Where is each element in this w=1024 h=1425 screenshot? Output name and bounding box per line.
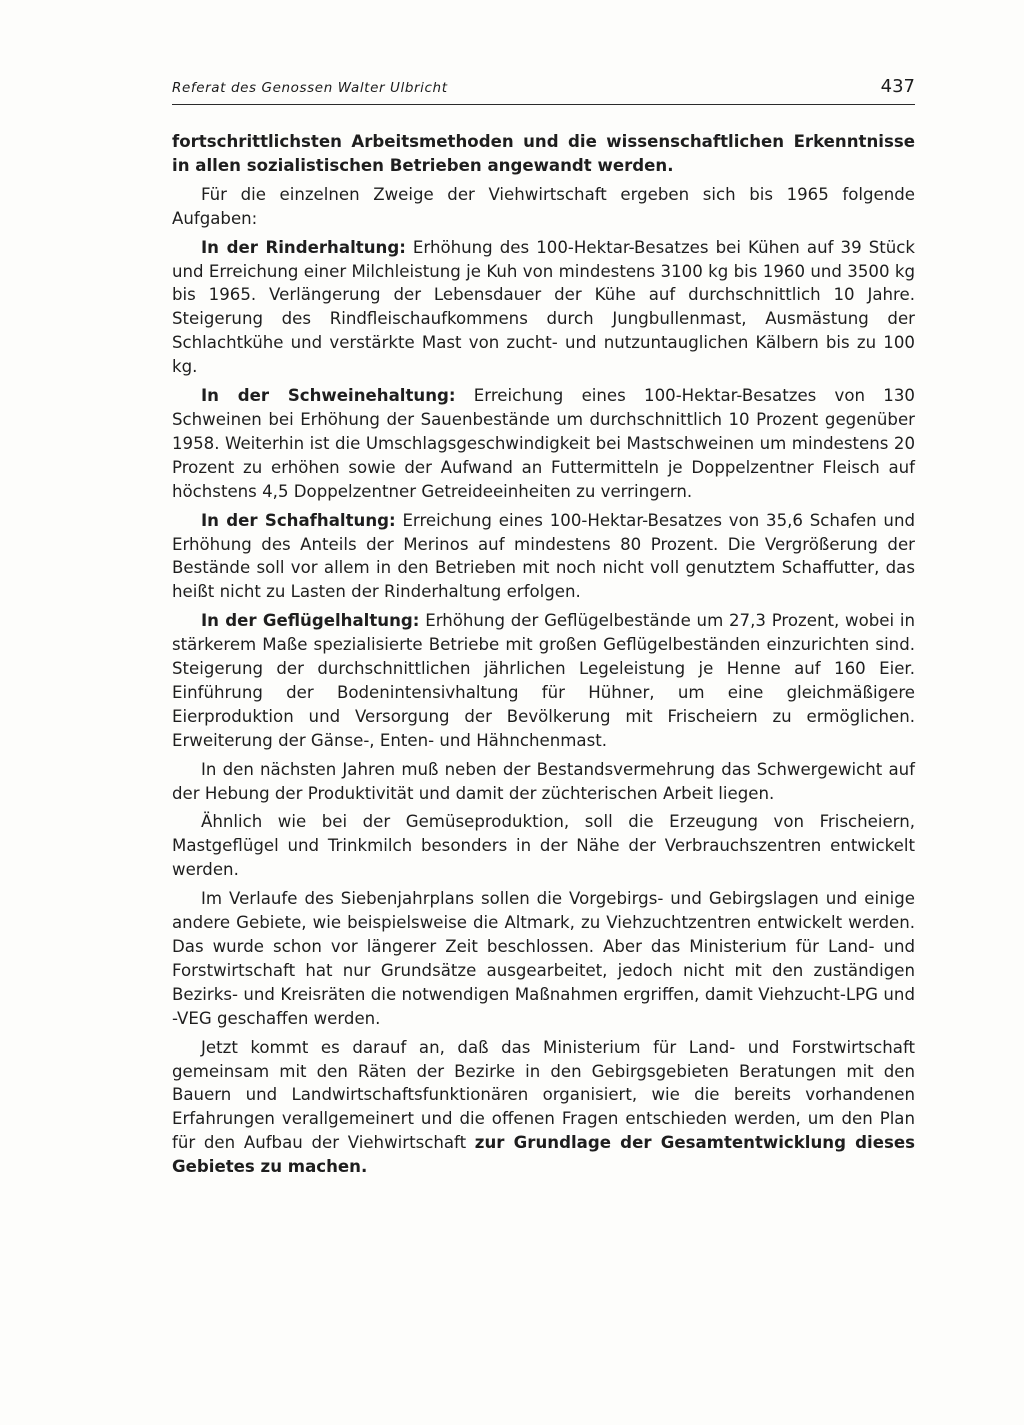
- paragraph-text: Jetzt kommt es darauf an, daß das Ministerium für Land- und Forstwirtschaft gemeinsam mit den Räten der Bezirke in den Gebirgsgebieten Beratungen mit den Bauern und Landwirtschaftsfunktionären organisiert, wie die bereits vorhandenen Erfahrungen verallgemeinert und die offenen Fragen entschieden werden, um den Plan für den Aufbau der Viehwirtschaft: [172, 1037, 915, 1153]
- paragraph-text: Im Verlaufe des Siebenjahrplans sollen die Vorgebirgs- und Gebirgslagen und einige andere Gebiete, wie beispielsweise die Altmark, zu Viehzuchtzentren entwickelt werden. Das wurde schon vor längerer Zeit beschlossen. Aber das Ministerium für Land- und Forstwirtschaft hat nur Grundsätze ausgearbeitet, jedoch nicht mit den zuständigen Bezirks- und Kreisräten die notwendigen Maßnahmen ergriffen, damit Viehzucht-LPG und -VEG geschaffen werden.: [172, 889, 915, 1028]
- paragraph-sheep: [172, 509, 915, 605]
- running-head: Referat des Genossen Walter Ulbricht: [172, 80, 448, 96]
- paragraph-productivity: [172, 758, 915, 806]
- paragraph-poultry: [172, 609, 915, 752]
- paragraph-tasks-intro: [172, 183, 915, 231]
- body-text: [172, 130, 915, 1184]
- paragraph-closing-bold: zur Grundlage der Gesamtentwicklung dieses Gebietes zu machen.: [172, 1133, 915, 1177]
- paragraph-heading: In der Geflügelhaltung:: [201, 611, 420, 631]
- paragraph-cattle: [172, 236, 915, 379]
- paragraph-text: fortschrittlichsten Arbeitsmethoden und die wissenschaftlichen Erkenntnisse in allen sozialistischen Betrieben angewandt werden.: [172, 132, 915, 175]
- paragraph-continuation: [172, 130, 915, 178]
- paragraph-consumption-centers: [172, 810, 915, 882]
- page-header: [172, 76, 915, 105]
- paragraph-seven-year-plan: [172, 887, 915, 1030]
- paragraph-text: Für die einzelnen Zweige der Viehwirtschaft ergeben sich bis 1965 folgende Aufgaben:: [172, 184, 915, 228]
- paragraph-ministry: [172, 1036, 915, 1179]
- paragraph-pigs: [172, 384, 915, 504]
- paragraph-text: Erreichung eines 100-Hektar-Besatzes von 35,6 Schafen und Erhöhung des Anteils der Merinos auf mindestens 80 Prozent. Die Vergrößerung der Bestände soll vor allem in den Betrieben mit noch nicht voll genutztem Schaffutter, das heißt nicht zu Lasten der Rinderhaltung erfolgen.: [172, 510, 915, 602]
- paragraph-text: Erreichung eines 100-Hektar-Besatzes von 130 Schweinen bei Erhöhung der Sauenbestände um durchschnittlich 10 Prozent gegenüber 1958. Weiterhin ist die Umschlagsgeschwindigkeit bei Mastschweinen um mindestens 20 Prozent zu erhöhen sowie der Aufwand an Futtermitteln je Doppelzentner Fleisch auf höchstens 4,5 Doppelzentner Getreideeinheiten zu verringern.: [172, 386, 915, 501]
- paragraph-heading: In der Schafhaltung:: [201, 510, 396, 530]
- paragraph-heading: In der Schweinehaltung:: [201, 386, 456, 406]
- page-number: 437: [880, 76, 915, 97]
- paragraph-text: Ähnlich wie bei der Gemüseproduktion, soll die Erzeugung von Frischeiern, Mastgeflügel und Trinkmilch besonders in der Nähe der Verbrauchszentren entwickelt werden.: [172, 812, 915, 880]
- paragraph-heading: In der Rinderhaltung:: [201, 237, 406, 257]
- paragraph-text: Erhöhung des 100-Hektar-Besatzes bei Kühen auf 39 Stück und Erreichung einer Milchleistung je Kuh von mindestens 3100 kg bis 1960 und 3500 kg bis 1965. Verlängerung der Lebensdauer der Kühe auf durchschnittlich 10 Jahre. Steigerung des Rindfleischaufkommens durch Jungbullenmast, Ausmästung der Schlachtkühe und verstärkte Mast von zucht- und nutzuntauglichen Kälbern bis zu 100 kg.: [172, 237, 915, 377]
- paragraph-text: Erhöhung der Geflügelbestände um 27,3 Prozent, wobei in stärkerem Maße spezialisierte Betriebe mit großen Geflügelbeständen einzurichten sind. Steigerung der durchschnittlichen jährlichen Legeleistung je Henne auf 160 Eier. Einführung der Bodenintensivhaltung für Hühner, um eine gleichmäßigere Eierproduktion und Versorgung der Bevölkerung mit Frischeiern zu ermöglichen. Erweiterung der Gänse-, Enten- und Hähnchenmast.: [172, 611, 916, 750]
- paragraph-text: In den nächsten Jahren muß neben der Bestandsvermehrung das Schwergewicht auf der Hebung der Produktivität und damit der züchterischen Arbeit liegen.: [172, 759, 915, 803]
